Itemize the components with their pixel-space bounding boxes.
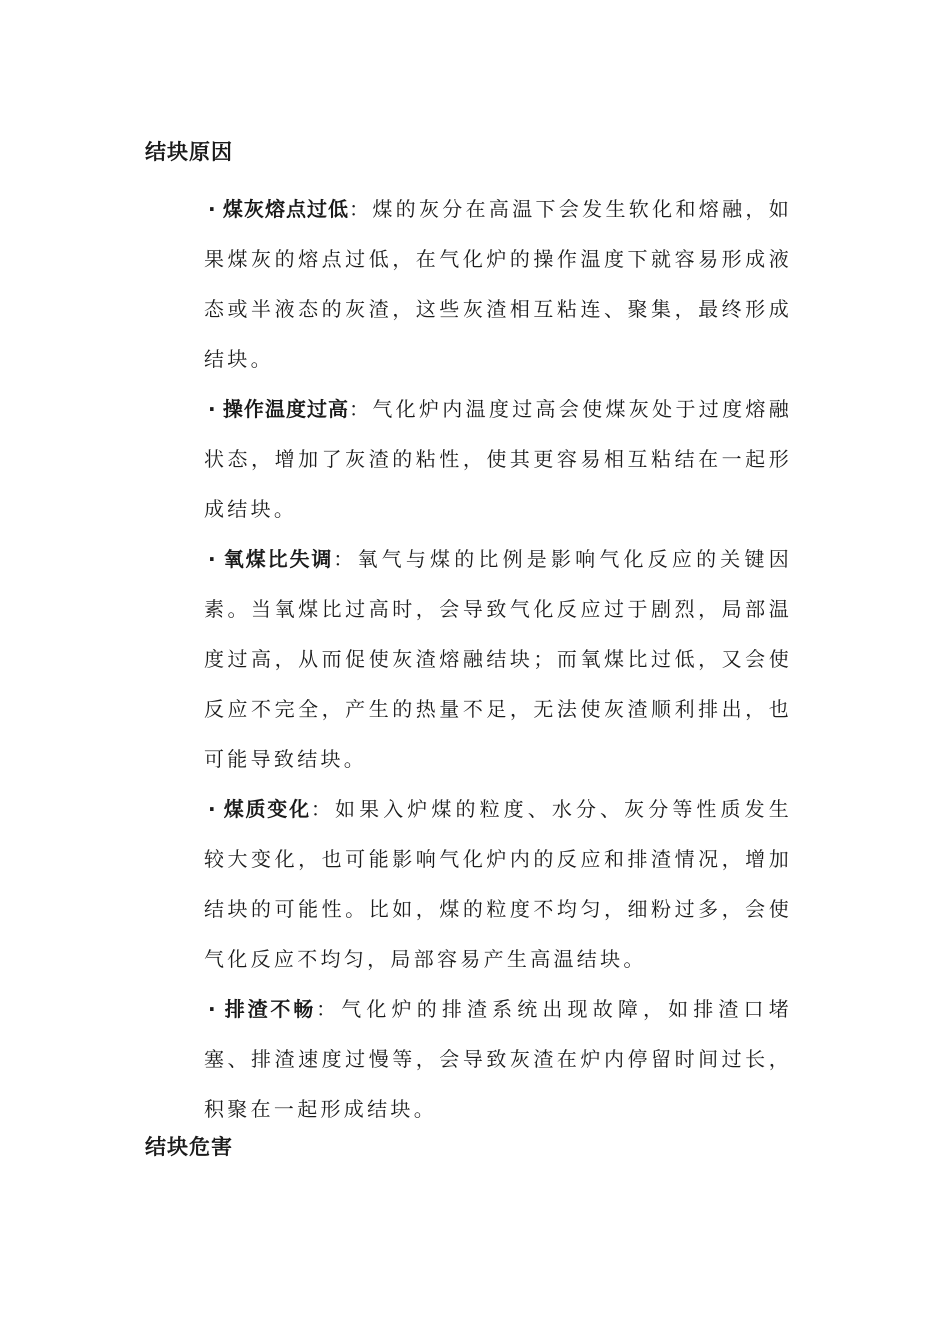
bullet: · <box>208 197 219 221</box>
item-term: 操作温度过高 <box>222 397 350 421</box>
list-item <box>204 534 792 784</box>
item-text: 煤的灰分在高温下会发生软化和熔融，如果煤灰的熔点过低，在气化炉的操作温度下就容易形成液态或半液态的灰渣，这些灰渣相互粘连、聚集，最终形成结块。 <box>204 197 792 371</box>
list-item <box>204 184 792 384</box>
item-colon: ： <box>316 997 342 1021</box>
item-text: 如果入炉煤的粒度、水分、灰分等性质发生较大变化，也可能影响气化炉内的反应和排渣情况，增加结块的可能性。比如，煤的粒度不均匀，细粉过多，会使气化反应不均匀，局部容易产生高温结块。 <box>204 797 793 971</box>
item-text: 气化炉内温度过高会使煤灰处于过度熔融状态，增加了灰渣的粘性，使其更容易相互粘结在一起形成结块。 <box>204 397 792 521</box>
list-item <box>204 784 792 984</box>
item-term: 氧煤比失调 <box>222 547 334 571</box>
bullet: · <box>208 547 219 571</box>
item-text: 气化炉的排渣系统出现故障，如排渣口堵塞、排渣速度过慢等，会导致灰渣在炉内停留时间过长，积聚在一起形成结块。 <box>204 997 793 1121</box>
bullet: · <box>208 997 219 1021</box>
causes-list <box>204 184 792 1134</box>
item-colon: ： <box>333 547 358 571</box>
item-term: 排渣不畅 <box>222 997 317 1021</box>
list-item <box>204 384 792 534</box>
item-colon: ： <box>310 797 335 821</box>
item-text: 氧气与煤的比例是影响气化反应的关键因素。当氧煤比过高时，会导致气化反应过于剧烈，局部温度过高，从而促使灰渣熔融结块；而氧煤比过低，又会使反应不完全，产生的热量不足，无法使灰渣顺利排出，也可能导致结块。 <box>204 547 792 771</box>
section-heading-hazards: 结块危害 <box>145 1135 233 1159</box>
item-term: 煤质变化 <box>222 797 311 821</box>
section-heading-causes: 结块原因 <box>145 140 233 164</box>
bullet: · <box>208 797 219 821</box>
bullet: · <box>208 397 219 421</box>
item-term: 煤灰熔点过低 <box>222 197 350 221</box>
list-item <box>204 984 792 1134</box>
item-colon: ： <box>349 197 373 221</box>
item-colon: ： <box>349 397 373 421</box>
